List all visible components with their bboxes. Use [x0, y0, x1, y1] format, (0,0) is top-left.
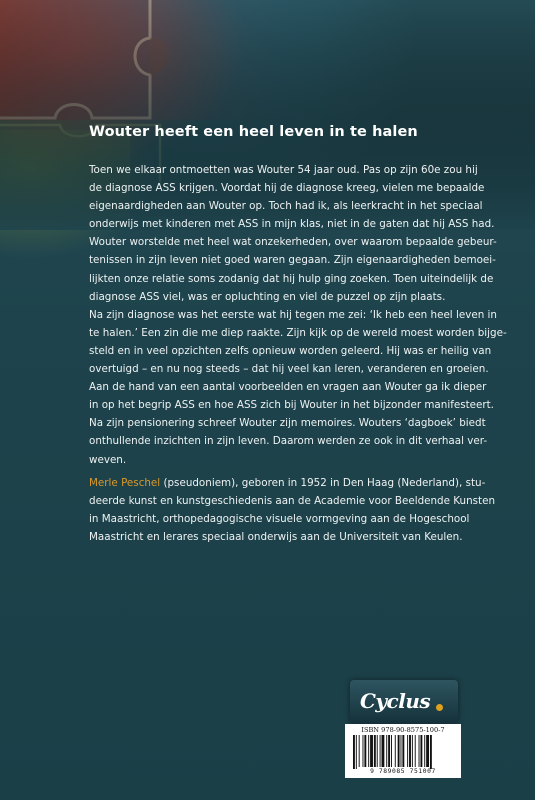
blurb-line: Aan de hand van een aantal voorbeelden en vragen aan Wouter ga ik dieper — [89, 381, 487, 394]
bio-line: Maastricht en lerares speciaal onderwijs aan de Universiteit van Keulen. — [89, 531, 463, 544]
author-name: Merle Peschel — [89, 477, 161, 489]
blurb-line: in op het begrip ASS en hoe ASS zich bij Wouter in het bijzonder manifesteert. — [89, 399, 494, 412]
isbn-label: ISBN 978-90-8575-100-7 — [361, 726, 445, 734]
blurb-line: overtuigd – en nu nog steeds – dat hij veel kan leren, veranderen en groeien. — [89, 363, 489, 376]
barcode-digits: 9 789085 751007 — [370, 768, 436, 775]
blurb-line: onthullende inzichten in zijn leven. Daarom werden ze ook in dit verhaal ver- — [89, 435, 488, 448]
blurb-line: Na zijn pensionering schreef Wouter zijn memoires. Wouters ‘dagboek’ biedt — [89, 417, 486, 430]
blurb-line: lijkten onze relatie soms zodanig dat hij hulp ging zoeken. Toen uiteindelijk de — [89, 272, 494, 285]
blurb-line: tenissen in zijn leven niet goed waren gegaan. Zijn eigenaardigheden bemoei- — [89, 254, 496, 267]
blurb-line: te halen.’ Een zin die me diep raakte. Zijn kijk op de wereld moest worden bijge- — [89, 326, 507, 339]
blurb-line: diagnose ASS viel, was er opluchting en viel de puzzel op zijn plaats. — [89, 290, 446, 303]
barcode-panel — [345, 724, 461, 778]
logo-dot-icon — [436, 704, 443, 711]
blurb-line: Wouter worstelde met heel wat onzekerheden, over waarom bepaalde gebeur- — [89, 236, 497, 249]
author-bio — [89, 474, 496, 546]
blurb-line: Na zijn diagnose was het eerste wat hij tegen me zei: ‘Ik heb een heel leven in — [89, 308, 497, 321]
publisher-logo — [350, 680, 458, 724]
bio-line-rest: (pseudoniem), geboren in 1952 in Den Haag (Nederland), stu- — [160, 477, 486, 489]
blurb-text — [89, 161, 507, 469]
blurb-line: Toen we elkaar ontmoetten was Wouter 54 jaar oud. Pas op zijn 60e zou hij — [89, 164, 478, 176]
blurb-line: eigenaardigheden aan Wouter op. Toch had ik, als leerkracht in het speciaal — [89, 200, 483, 213]
blurb-line: steld en in veel opzichten zelfs opnieuw worden geleerd. Hij was er heilig van — [89, 344, 492, 357]
bio-line — [89, 474, 486, 492]
blurb-line: de diagnose ASS krijgen. Voordat hij de diagnose kreeg, vielen me bepaalde — [89, 182, 485, 195]
bio-line: in Maastricht, orthopedagogische visuele vormgeving aan de Hogeschool — [89, 513, 470, 526]
bio-line: deerde kunst en kunstgeschiedenis aan de Academie voor Beeldende Kunsten — [89, 495, 496, 508]
back-cover-headline: Wouter heeft een heel leven in te halen — [89, 124, 418, 140]
blurb-line: weven. — [89, 453, 127, 466]
blurb-line: onderwijs met kinderen met ASS in mijn klas, niet in de gaten dat hij ASS had. — [89, 218, 495, 231]
publisher-name: Cyclus — [360, 689, 431, 713]
